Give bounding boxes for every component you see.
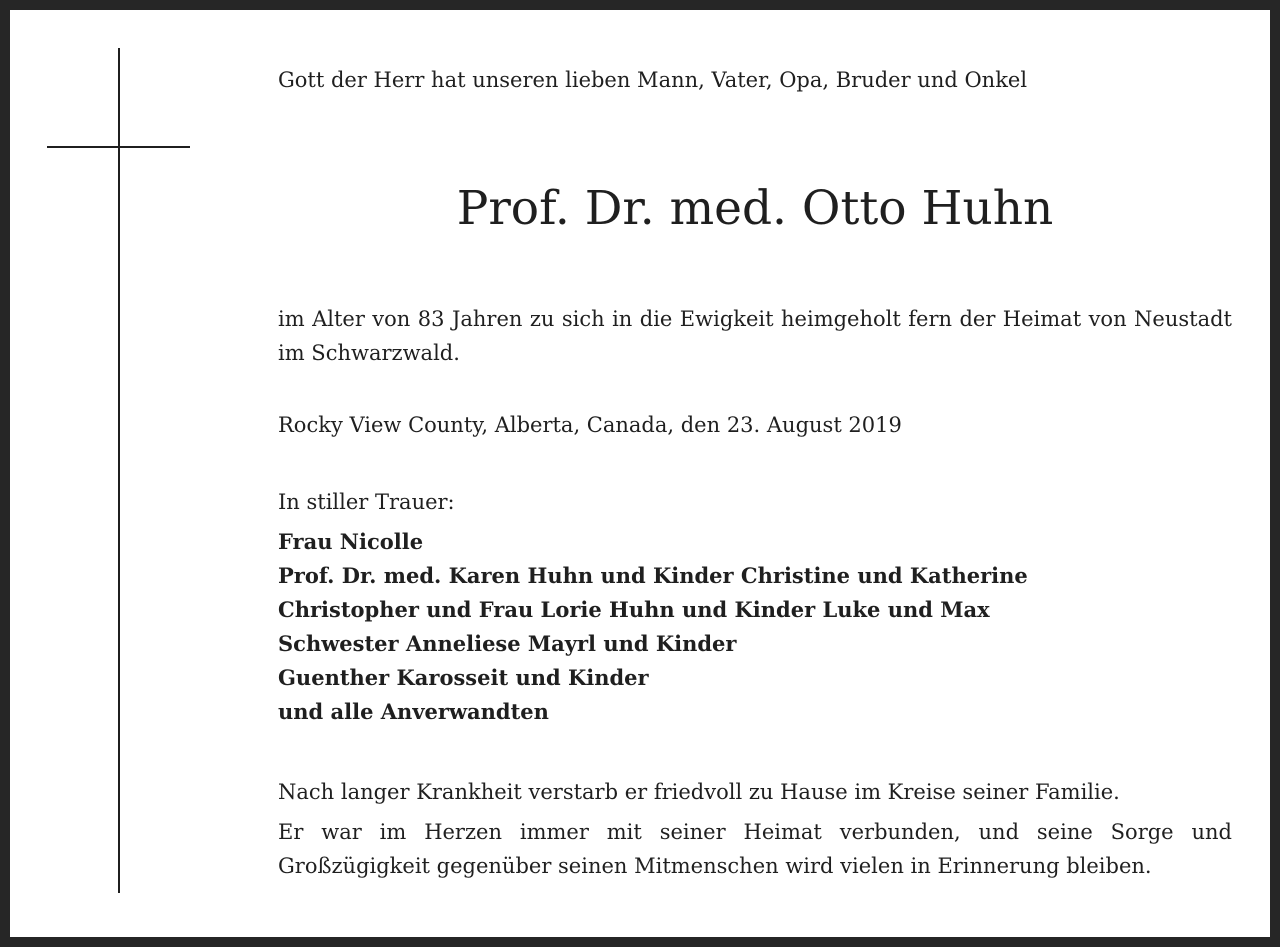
mourner-item: und alle Anverwandten bbox=[278, 699, 549, 724]
cross-icon bbox=[118, 48, 120, 893]
mourning-label: In stiller Trauer: bbox=[278, 490, 455, 514]
mourner-item: Guenther Karosseit und Kinder bbox=[278, 665, 649, 690]
intro-line: Gott der Herr hat unseren lieben Mann, Vater, Opa, Bruder und Onkel bbox=[278, 68, 1028, 92]
closing-paragraph-2: Er war im Herzen immer mit seiner Heimat verbunden, und seine Sorge und Großzügigkeit gegenüber seinen Mitmenschen wird vielen in Erinnerung bleiben. bbox=[278, 820, 1232, 878]
closing-paragraph-1: Nach langer Krankheit verstarb er friedvoll zu Hause im Kreise seiner Familie. bbox=[278, 780, 1120, 804]
mourner-item: Frau Nicolle bbox=[278, 529, 424, 554]
obituary-notice bbox=[10, 10, 1270, 937]
place-date: Rocky View County, Alberta, Canada, den 23. August 2019 bbox=[278, 413, 902, 437]
mourner-item: Prof. Dr. med. Karen Huhn und Kinder Christine und Katherine bbox=[278, 563, 1028, 588]
cross-bar bbox=[47, 146, 190, 148]
age-paragraph: im Alter von 83 Jahren zu sich in die Ewigkeit heimgeholt fern der Heimat von Neustadt im Schwarzwald. bbox=[278, 307, 1232, 365]
mourner-item: Christopher und Frau Lorie Huhn und Kinder Luke und Max bbox=[278, 597, 990, 622]
mourner-item: Schwester Anneliese Mayrl und Kinder bbox=[278, 631, 737, 656]
mourners-list bbox=[278, 525, 1028, 729]
deceased-name: Prof. Dr. med. Otto Huhn bbox=[456, 181, 1054, 236]
